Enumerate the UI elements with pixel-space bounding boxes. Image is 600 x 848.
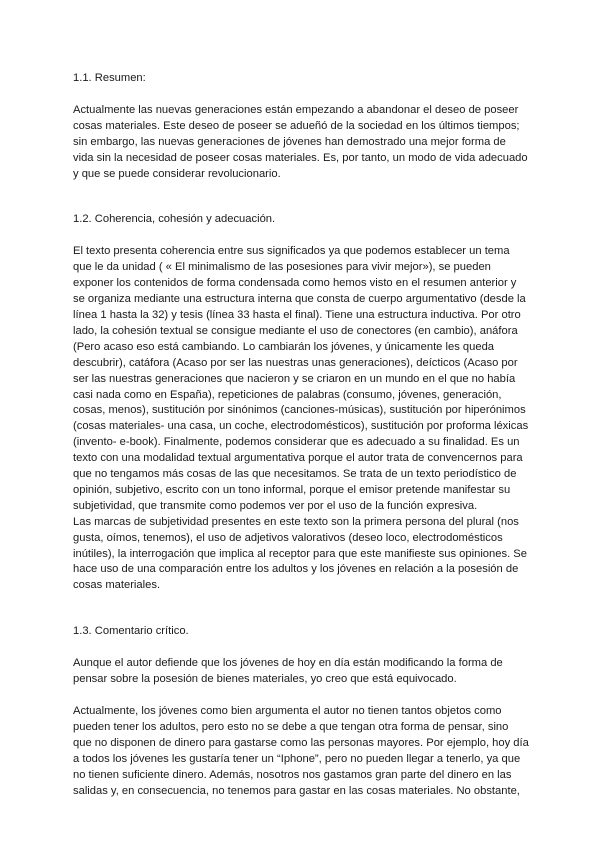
comentario-paragraph-1: Aunque el autor defiende que los jóvenes de hoy en día están modificando la forma de pensar sobre la posesión de bienes materiales, yo creo que está equivocado. bbox=[73, 657, 503, 686]
section-heading-comentario: 1.3. Comentario crítico. bbox=[73, 625, 189, 638]
coherencia-paragraph-1: El texto presenta coherencia entre sus significados ya que podemos establecer un tema que le da unidad ( « El minimalismo de las posesiones para vivir mejor»), se pueden exponer los contenidos de forma condensada como hemos visto en el resumen anterior y se organiza mediante una estructura interna que consta de cuerpo argumentativo (desde la línea 1 hasta la 32) y tesis (línea 33 hasta el final). Tiene una estructura inductiva. Por otro lado, la cohesión textual se consigue mediante el uso de conectores (en cambio), anáfora (Pero acaso eso está cambiando. Lo cambiarán los jóvenes, y únicamente les queda descubrir), catáfora (Acaso por ser las nuestras unas generaciones), deícticos (Acaso por ser las nuestras generaciones que nacieron y se criaron en un mundo en el que no había casi nada como en España), repeticiones de palabras (consumo, jóvenes, generación, cosas, menos), sustitución por sinónimos (canciones-músicas), sustitución por hiperónimos (cosas materiales- una casa, un coche, electrodomésticos), sustitución por proforma léxicas (invento- e-book). Finalmente, podemos considerar que es adecuado a su finalidad. Es un texto con una modalidad textual argumentativa porque el autor trata de convencernos para que no tengamos más cosas de las que necesitamos. Se trata de un texto periodístico de opinión, subjetivo, escrito con un tono informal, porque el emisor pretende manifestar su subjetividad, que transmite como podemos ver por el uso de la función expresiva. bbox=[73, 245, 529, 512]
section-heading-coherencia: 1.2. Coherencia, cohesión y adecuación. bbox=[73, 213, 276, 226]
resumen-paragraph: Actualmente las nuevas generaciones están empezando a abandonar el deseo de poseer cosas materiales. Este deseo de poseer se adueñó de la sociedad en los últimos tiempos; sin embargo, las nuevas generaciones de jóvenes han demostrado una mejor forma de vida sin la necesidad de poseer cosas materiales. Es, por tanto, un modo de vida adecuado y que se puede considerar revolucionario. bbox=[73, 103, 528, 180]
section-heading-resumen: 1.1. Resumen: bbox=[73, 72, 146, 84]
document-page bbox=[73, 71, 529, 799]
coherencia-paragraph-2: Las marcas de subjetividad presentes en este texto son la primera persona del plural (nos gusta, oímos, tenemos), el uso de adjetivos valorativos (deseo loco, electrodomésticos inútiles), la interrogación que implica al receptor para que este manifieste sus opiniones. Se hace uso de una comparación entre los adultos y los jóvenes en relación a la posesión de cosas materiales. bbox=[73, 515, 527, 592]
comentario-paragraph-2: Actualmente, los jóvenes como bien argumenta el autor no tienen tantos objetos como pueden tener los adultos, pero esto no se debe a que tengan otra forma de pensar, sino que no disponen de dinero para gastarse como las personas mayores. Por ejemplo, hoy día a todos los jóvenes les gustaría tener un “Iphone”, pero no pueden llegar a tenerlo, ya que no tienen suficiente dinero. Además, nosotros nos gastamos gran parte del dinero en las salidas y, en consecuencia, no tenemos para gastar en las cosas materiales. No obstante, bbox=[73, 705, 529, 797]
